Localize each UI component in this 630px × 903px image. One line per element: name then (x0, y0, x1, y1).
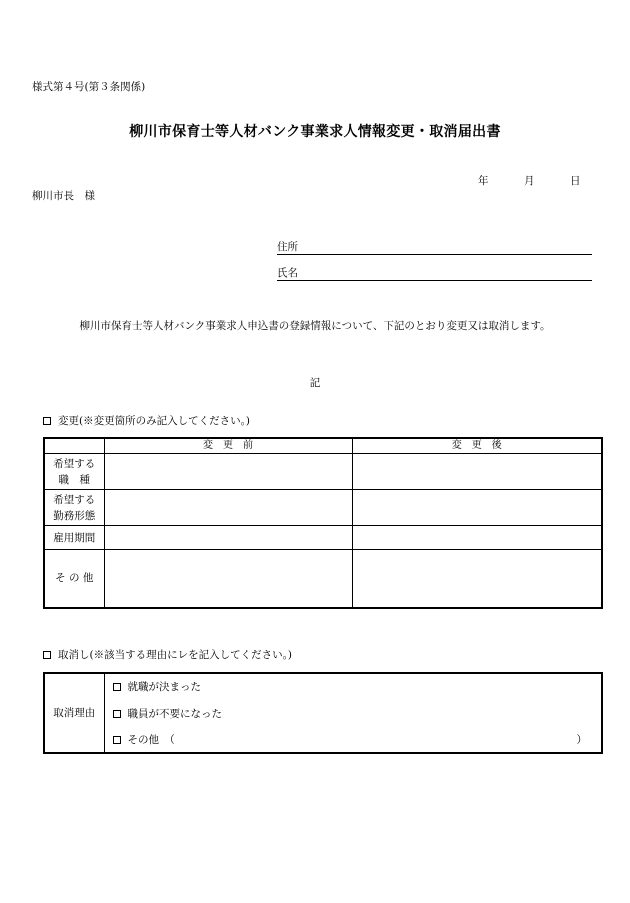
addressee: 柳川市長 様 (32, 190, 95, 202)
table-row (44, 490, 602, 526)
employment-period-after-cell[interactable] (352, 526, 602, 550)
date-year-label: 年 (478, 175, 489, 187)
option-other[interactable]: その他 （ (113, 734, 175, 747)
change-table (43, 437, 603, 609)
employment-period-before-cell[interactable] (104, 526, 352, 550)
cancel-reason-label: 取消理由 (44, 673, 104, 753)
no-staff-needed-checkbox[interactable] (113, 710, 121, 718)
cancel-heading-text: 取消し(※該当する理由にレを記入してください。) (58, 649, 292, 661)
work-style-before-cell[interactable] (104, 490, 352, 526)
change-table-header (44, 438, 602, 454)
row-label-employment-period: 雇用期間 (44, 526, 104, 550)
form-number: 様式第４号(第３条関係) (32, 81, 146, 93)
row-label-work-style: 希望する 勤務形態 (44, 490, 104, 526)
name-field[interactable] (277, 266, 592, 281)
cancel-section-heading (43, 649, 292, 662)
row-label-job-type: 希望する 職 種 (44, 454, 104, 490)
change-section-heading (43, 415, 250, 428)
cancel-options-cell (104, 673, 602, 753)
table-row (44, 454, 602, 490)
address-label: 住所 (277, 241, 298, 254)
page-title: 柳川市保育士等人材バンク事業求人情報変更・取消届出書 (129, 124, 501, 140)
intro-text: 柳川市保育士等人材バンク事業求人申込書の登録情報について、下記のとおり変更又は取消します。 (79, 320, 551, 332)
date-day-label: 日 (570, 175, 581, 187)
other-before-cell[interactable] (104, 550, 352, 608)
got-job-checkbox[interactable] (113, 683, 121, 691)
other-close-paren: ） (576, 734, 587, 746)
header-blank-cell (44, 438, 104, 454)
cancel-table (43, 672, 603, 754)
change-checkbox[interactable] (43, 417, 51, 425)
col-after-header: 変 更 後 (352, 438, 602, 454)
table-row (44, 550, 602, 608)
option-no-staff-needed[interactable]: 職員が不要になった (113, 708, 223, 721)
date-month-label: 月 (524, 175, 535, 187)
job-type-before-cell[interactable] (104, 454, 352, 490)
table-row (44, 526, 602, 550)
other-checkbox[interactable] (113, 736, 121, 744)
row-label-other: そ の 他 (44, 550, 104, 608)
job-type-after-cell[interactable] (352, 454, 602, 490)
option-got-job[interactable]: 就職が決まった (113, 681, 202, 694)
change-heading-text: 変更(※変更箇所のみ記入してください。) (58, 415, 250, 427)
col-before-header: 変 更 前 (104, 438, 352, 454)
name-label: 氏名 (277, 267, 298, 280)
table-row (44, 673, 602, 753)
ki-heading: 記 (309, 377, 321, 389)
work-style-after-cell[interactable] (352, 490, 602, 526)
other-after-cell[interactable] (352, 550, 602, 608)
cancel-checkbox[interactable] (43, 651, 51, 659)
address-field[interactable] (277, 240, 592, 255)
